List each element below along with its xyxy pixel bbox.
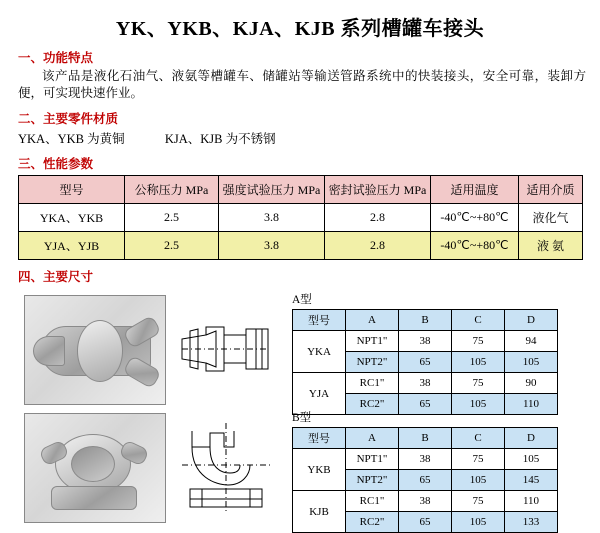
cell-c: 75 [452, 491, 505, 512]
materials-line [18, 129, 600, 147]
cell-d: 110 [505, 394, 558, 415]
col-header-b: B [399, 428, 452, 449]
col-header-nominal-pressure: 公称压力 MPa [125, 176, 219, 204]
cell-a: RC1" [346, 491, 399, 512]
performance-table [18, 175, 583, 260]
section-heading-features: 一、功能特点 [18, 51, 94, 65]
cell-a: RC1" [346, 373, 399, 394]
col-header-a: A [346, 428, 399, 449]
cell-seal-pressure: 2.8 [325, 232, 431, 260]
cell-a: RC2" [346, 512, 399, 533]
cell-d: 133 [505, 512, 558, 533]
features-body: 该产品是液化石油气、液氨等槽罐车、储罐站等输送管路系统中的快装接头，安全可靠，装卸方便，可实现快速作业。 [18, 69, 586, 100]
cell-d: 145 [505, 470, 558, 491]
table-row [293, 491, 558, 512]
cell-temperature: -40℃~+80℃ [431, 232, 519, 260]
cell-b: 65 [399, 352, 452, 373]
dim-table-b-wrap [292, 409, 558, 533]
cell-d: 90 [505, 373, 558, 394]
cell-b: 38 [399, 373, 452, 394]
col-header-c: C [452, 428, 505, 449]
dimension-table-b [292, 427, 558, 533]
product-photo-type-a [24, 295, 166, 405]
cell-d: 105 [505, 449, 558, 470]
cell-seal-pressure: 2.8 [325, 204, 431, 232]
table-row [293, 449, 558, 470]
col-header-c: C [452, 310, 505, 331]
table-header-row [19, 176, 583, 204]
cell-b: 38 [399, 331, 452, 352]
cell-d: 94 [505, 331, 558, 352]
type-label-a: A型 [292, 294, 312, 306]
cell-b: 38 [399, 449, 452, 470]
col-header-model: 型号 [293, 428, 346, 449]
cell-a: RC2" [346, 394, 399, 415]
dim-table-a-wrap [292, 291, 558, 415]
cell-nominal-pressure: 2.5 [125, 232, 219, 260]
cell-b: 65 [399, 470, 452, 491]
cell-b: 38 [399, 491, 452, 512]
cell-c: 75 [452, 331, 505, 352]
cell-a: NPT1" [346, 449, 399, 470]
cell-nominal-pressure: 2.5 [125, 204, 219, 232]
product-photo-type-b [24, 413, 166, 523]
materials-left: YKA、YKB 为黄铜 [18, 132, 125, 146]
cell-medium: 液 氨 [519, 232, 583, 260]
col-header-medium: 适用介质 [519, 176, 583, 204]
cell-model: YKA、YKB [19, 204, 125, 232]
table-header-row [293, 310, 558, 331]
dimension-table-a [292, 309, 558, 415]
section-heading-materials: 二、主要零件材质 [18, 112, 119, 126]
cell-model: YKA [293, 331, 346, 373]
col-header-b: B [399, 310, 452, 331]
col-header-d: D [505, 428, 558, 449]
col-header-strength-pressure: 强度试验压力 MPa [219, 176, 325, 204]
table-row [19, 204, 583, 232]
cell-model: YKB [293, 449, 346, 491]
cell-c: 105 [452, 394, 505, 415]
table-row [293, 373, 558, 394]
col-header-model: 型号 [293, 310, 346, 331]
cell-b: 65 [399, 512, 452, 533]
cell-medium: 液化气 [519, 204, 583, 232]
table-row [19, 232, 583, 260]
col-header-seal-pressure: 密封试验压力 MPa [325, 176, 431, 204]
technical-drawing-type-b [172, 413, 280, 521]
table-header-row [293, 428, 558, 449]
technical-drawing-type-a [172, 295, 280, 403]
cell-a: NPT2" [346, 470, 399, 491]
cell-c: 75 [452, 449, 505, 470]
cell-a: NPT2" [346, 352, 399, 373]
col-header-d: D [505, 310, 558, 331]
section-heading-dimensions: 四、主要尺寸 [18, 270, 94, 284]
materials-right: KJA、KJB 为不锈钢 [164, 132, 276, 146]
type-label-b: B型 [292, 412, 312, 424]
col-header-temperature: 适用温度 [431, 176, 519, 204]
page-title: YK、YKB、KJA、KJB 系列槽罐车接头 [115, 18, 485, 40]
cell-c: 105 [452, 512, 505, 533]
cell-b: 65 [399, 394, 452, 415]
cell-d: 105 [505, 352, 558, 373]
cell-strength-pressure: 3.8 [219, 232, 325, 260]
cell-model: YJA [293, 373, 346, 415]
cell-strength-pressure: 3.8 [219, 204, 325, 232]
table-row [293, 331, 558, 352]
cell-model: YJA、YJB [19, 232, 125, 260]
cell-c: 75 [452, 373, 505, 394]
col-header-a: A [346, 310, 399, 331]
cell-model: KJB [293, 491, 346, 533]
col-header-model: 型号 [19, 176, 125, 204]
cell-d: 110 [505, 491, 558, 512]
cell-c: 105 [452, 470, 505, 491]
cell-temperature: -40℃~+80℃ [431, 204, 519, 232]
section-heading-performance: 三、性能参数 [18, 157, 94, 171]
cell-c: 105 [452, 352, 505, 373]
cell-a: NPT1" [346, 331, 399, 352]
